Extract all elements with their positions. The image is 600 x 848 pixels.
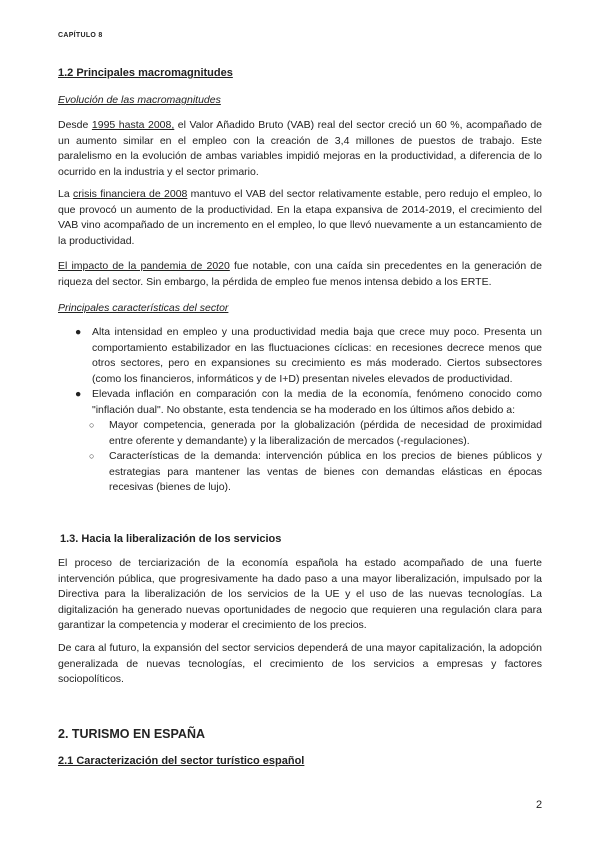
- subheading-evolucion: Evolución de las macromagnitudes: [58, 94, 221, 106]
- sub-list-item: ○ Características de la demanda: intervención pública en los precios de bienes públicos y estrategias para mantener las ventas de bienes con demandas elásticas en épocas recesivas (bienes de lujo).: [89, 450, 542, 493]
- list-item: ● Alta intensidad en empleo y una productividad media baja que crece muy poco. Presenta un comportamiento estabilizador en las fluctuaciones cíclicas: en recesiones decrece menos que otros sectores, pero en expansiones su crecimiento es más moderado. Ciertos subsectores (como los financieros, informáticos y de I+D) presentan niveles elevados de productividad.: [75, 326, 542, 385]
- section-heading-2: 2. TURISMO EN ESPAÑA: [58, 727, 206, 741]
- characteristics-list: [58, 325, 542, 496]
- paragraph-evolucion-3: El impacto de la pandemia de 2020 fue notable, con una caída sin precedentes en la generación de riqueza del sector. Sin embargo, la pérdida de empleo fue menos intensa debido a los ERTE.: [58, 260, 542, 288]
- sub-list-item: ○ Mayor competencia, generada por la globalización (pérdida de necesidad de proximidad entre oferente y demandante) y la liberalización de mercados (-regulaciones).: [89, 419, 542, 447]
- subheading-caracteristicas: Principales características del sector: [58, 302, 229, 314]
- underlined-phrase: El impacto de la pandemia de 2020: [58, 260, 230, 272]
- paragraph-liberalizacion-2: De cara al futuro, la expansión del sector servicios dependerá de una mayor capitalización, la adopción generalizada de nuevas tecnologías, el crecimiento de los servicios a empresas y factores sociopolíticos.: [58, 642, 542, 685]
- circle-bullet-icon: ○: [89, 451, 95, 461]
- bullet-icon: ●: [75, 326, 82, 338]
- sub-list: [58, 418, 542, 496]
- section-heading-1-2: 1.2 Principales macromagnitudes: [58, 67, 233, 79]
- bullet-icon: ●: [75, 388, 82, 400]
- chapter-header: CAPÍTULO 8: [58, 32, 103, 39]
- underlined-phrase: 1995 hasta 2008,: [91, 119, 175, 131]
- paragraph-liberalizacion-1: El proceso de terciarización de la economía española ha estado acompañado de una fuerte intervención pública, que progresivamente ha dado paso a una mayor liberalización, impulsado por la Directiva para la liberalización de los servicios de la UE y el uso de las nuevas tecnologías. La digitalización ha generado nuevas oportunidades de negocio que requieren una regulación clara para garantizar la competencia y moderar el crecimiento de los precios.: [58, 557, 542, 631]
- list-item: ● Elevada inflación en comparación con la media de la economía, fenómeno conocido como "inflación dual". No obstante, esta tendencia se ha moderado en los últimos años debido a: ○ Mayor competencia, generada por la globalización (pérdida de necesidad de proximidad entre oferente y demandante) y la liberalización de mercados (-regulaciones). ○ Características de la demanda: intervención pública en los precios de bienes públicos y estrategias para mantener las ventas de bienes con demandas elásticas en épocas recesivas (bienes de lujo).: [58, 387, 542, 496]
- underlined-phrase: crisis financiera de 2008: [72, 188, 188, 200]
- section-heading-2-1: 2.1 Caracterización del sector turístico español: [58, 755, 305, 767]
- paragraph-evolucion-1: Desde 1995 hasta 2008, el Valor Añadido Bruto (VAB) real del sector creció un 60 %, acompañado de un aumento similar en el empleo con la creación de 3,4 millones de puestos de trabajo. Este paralelismo en la evolución de ambas variables impidió mejoras en la productividad, a diferencia de lo ocurrido en la industria y el sector primario.: [58, 119, 542, 178]
- paragraph-evolucion-2: La crisis financiera de 2008 mantuvo el VAB del sector relativamente estable, pero redujo el empleo, lo que provocó un aumento de la productividad. En la etapa expansiva de 2014-2019, el crecimiento del VAB vino acompañado de un incremento en el empleo, lo que llevó nuevamente a un estancamiento de la productividad.: [58, 188, 542, 247]
- circle-bullet-icon: ○: [89, 420, 95, 430]
- page-number: 2: [536, 799, 543, 811]
- section-heading-1-3: 1.3. Hacia la liberalización de los servicios: [60, 533, 282, 545]
